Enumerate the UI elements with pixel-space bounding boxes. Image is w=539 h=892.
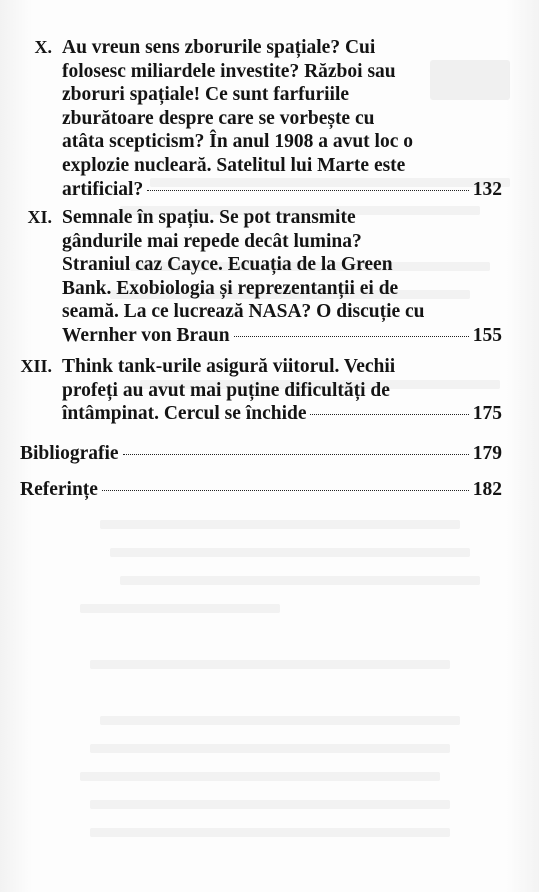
show-through-ghost: [90, 828, 450, 837]
title-last-line: [62, 324, 502, 348]
page-number: 182: [472, 479, 502, 500]
show-through-ghost: [80, 604, 280, 613]
dot-leader: [234, 336, 469, 337]
title-line: zburătoare despre care se vorbește cu: [62, 107, 375, 129]
title-line: Bank. Exobiologia și reprezentanții ei de: [62, 277, 399, 299]
title-line: folosesc miliardele investite? Război sau: [62, 60, 396, 82]
title-line: Semnale în spațiu. Se pot transmite: [62, 207, 356, 228]
show-through-ghost: [90, 660, 450, 669]
chapter-title: [62, 36, 502, 201]
page-number: 132: [472, 178, 502, 200]
entry-title: Referințe: [20, 479, 98, 500]
show-through-ghost: [80, 772, 440, 781]
chapter-title: [62, 206, 502, 348]
dot-leader: [102, 490, 469, 491]
title-line: profeți au avut mai puține dificultăți de: [62, 379, 390, 401]
show-through-ghost: [110, 548, 470, 557]
show-through-ghost: [90, 744, 450, 753]
title-line: atâta scepticism? În anul 1908 a avut loc o: [62, 131, 413, 153]
show-through-ghost: [100, 520, 460, 529]
title-line: Au vreun sens zborurile spațiale? Cui: [62, 37, 376, 58]
chapter-number: XII.: [20, 356, 52, 376]
entry-line: [20, 478, 502, 502]
dot-leader: [310, 414, 468, 415]
dot-leader: [123, 454, 469, 455]
page-number: 179: [472, 443, 502, 464]
show-through-ghost: [100, 716, 460, 725]
chapter-number: XI.: [27, 207, 52, 227]
toc-entry-references: [20, 478, 502, 502]
title-line: Wernher von Braun: [62, 324, 230, 346]
chapter-number: X.: [34, 37, 52, 57]
title-line: seamă. La ce lucrează NASA? O discuție cu: [62, 301, 425, 323]
dot-leader: [147, 190, 469, 191]
title-line: artificial?: [62, 178, 144, 200]
page-number: 175: [472, 403, 502, 425]
show-through-ghost: [90, 800, 450, 809]
title-last-line: [62, 402, 502, 426]
toc-entry-bibliography: [20, 442, 502, 466]
title-last-line: [62, 178, 502, 202]
page-number: 155: [472, 324, 502, 346]
entry-line: [20, 442, 502, 466]
show-through-ghost: [120, 576, 480, 585]
title-line: Straniul caz Cayce. Ecuația de la Green: [62, 254, 393, 276]
title-line: Think tank-urile asigură viitorul. Vechii: [62, 356, 396, 377]
title-line: explozie nucleară. Satelitul lui Marte este: [62, 154, 406, 176]
title-line: întâmpinat. Cercul se închide: [62, 403, 307, 425]
title-line: gândurile mai repede decât lumina?: [62, 230, 362, 252]
chapter-title: [62, 355, 502, 426]
entry-title: Bibliografie: [20, 443, 119, 464]
title-line: zboruri spațiale! Ce sunt farfuriile: [62, 84, 350, 106]
